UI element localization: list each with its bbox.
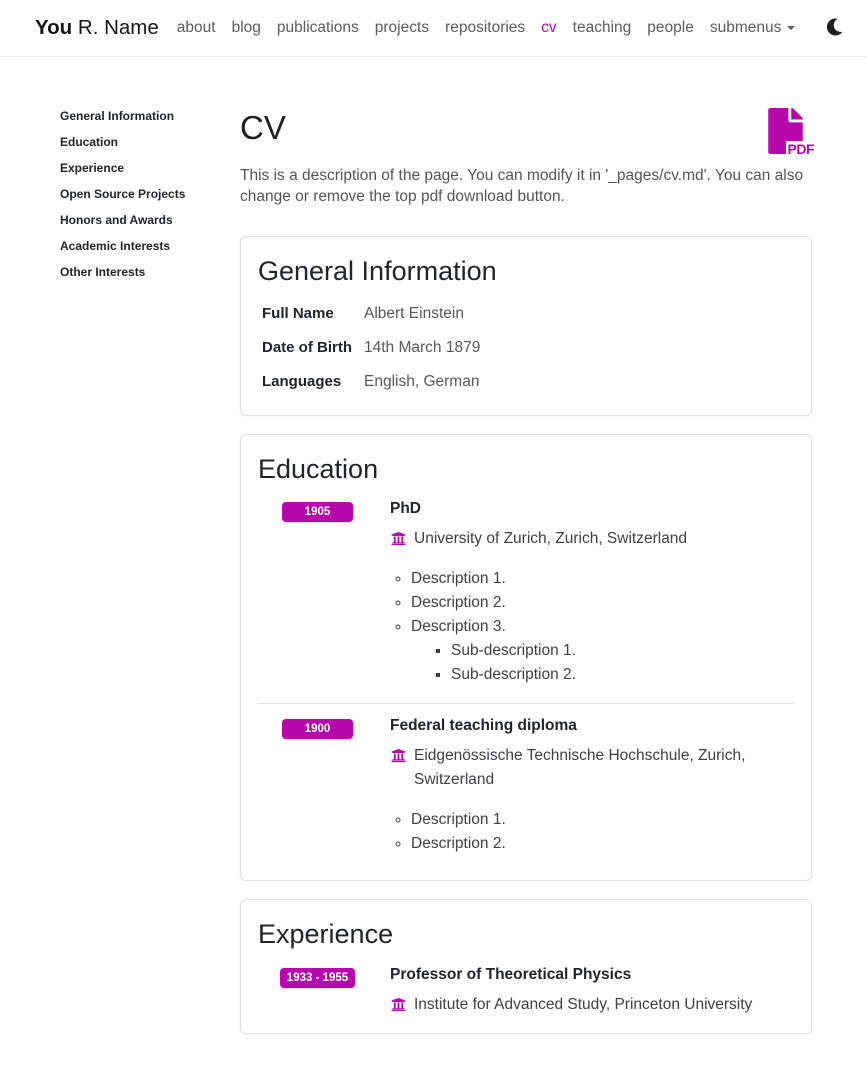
- institution-text: Eidgenössische Technische Hochschule, Zurich, Switzerland: [414, 747, 746, 789]
- row-label: Full Name: [262, 304, 334, 322]
- timeline: [257, 499, 795, 864]
- caret-down-icon: [787, 26, 795, 30]
- section-title: Experience: [258, 919, 394, 950]
- section-card-experience: [240, 899, 812, 1033]
- description-item: ◦ Description 2.: [411, 832, 795, 856]
- nav-item-repositories[interactable]: repositories: [445, 19, 526, 36]
- sub-description-item: ▪ Sub-description 1.: [451, 639, 795, 663]
- nav-item-projects[interactable]: projects: [374, 19, 430, 36]
- timeline: [257, 965, 795, 1017]
- entry-institution: [390, 527, 795, 551]
- sidebar-item-academic-interests[interactable]: Academic Interests: [60, 239, 171, 253]
- row-value: Albert Einstein: [364, 304, 464, 322]
- theme-toggle-button[interactable]: [824, 16, 845, 41]
- nav-item-teaching[interactable]: teaching: [572, 19, 632, 36]
- nav-item-cv[interactable]: cv: [541, 19, 557, 36]
- toc-sidebar: [60, 110, 185, 292]
- table-row: [257, 297, 480, 331]
- site-brand[interactable]: [35, 16, 159, 40]
- row-label: Languages: [262, 372, 342, 390]
- timeline-entry: [257, 965, 795, 1017]
- university-icon: [390, 531, 407, 551]
- year-badge: 1933 - 1955: [280, 968, 355, 988]
- institution-text: University of Zurich, Zurich, Switzerland: [414, 530, 688, 548]
- row-value: English, German: [364, 372, 480, 390]
- section-title: Education: [258, 453, 379, 484]
- sidebar-item-education[interactable]: Education: [60, 135, 119, 149]
- section-title: General Information: [258, 255, 497, 286]
- description-item: ◦ Description 1.: [411, 567, 795, 591]
- timeline-entry: [257, 716, 795, 864]
- year-badge: 1900: [282, 719, 353, 739]
- timeline-entry: [257, 499, 795, 695]
- page-description: This is a description of the page. You can modify it in '_pages/cv.md'. You can also change or remove the top pdf download button.: [240, 166, 804, 205]
- nav-item-about[interactable]: about: [176, 19, 216, 36]
- navbar: [0, 0, 867, 57]
- navbar-links: [177, 19, 796, 37]
- entry-institution: [390, 744, 795, 792]
- table-row: [257, 365, 480, 399]
- description-item: ◦ Description 1.: [411, 808, 795, 832]
- institution-text: Institute for Advanced Study, Princeton University: [414, 995, 753, 1013]
- sidebar-item-experience[interactable]: Experience: [60, 161, 125, 175]
- info-table: [257, 297, 480, 399]
- sidebar-item-open-source-projects[interactable]: Open Source Projects: [60, 187, 186, 201]
- moon-icon: [826, 18, 843, 39]
- page-header: [240, 108, 814, 157]
- sub-description-item: ▪ Sub-description 2.: [451, 663, 795, 687]
- entry-divider: [257, 703, 795, 704]
- pdf-download-button[interactable]: [766, 108, 812, 155]
- year-badge: 1905: [282, 502, 353, 522]
- cv-sections: [240, 236, 812, 1074]
- section-card-general-information: [240, 236, 812, 416]
- description-list: [390, 808, 795, 856]
- nav-item-people[interactable]: people: [647, 19, 694, 36]
- entry-title: Professor of Theoretical Physics: [390, 965, 632, 983]
- pdf-label: PDF: [787, 141, 814, 157]
- row-value: 14th March 1879: [364, 338, 481, 356]
- section-card-education: [240, 434, 812, 881]
- description-list: [390, 567, 795, 687]
- brand-first-name: You: [35, 16, 73, 39]
- table-row: [257, 331, 480, 365]
- sidebar-item-other-interests[interactable]: Other Interests: [60, 265, 146, 279]
- entry-title: Federal teaching diploma: [390, 717, 577, 735]
- university-icon: [390, 997, 407, 1017]
- nav-item-blog[interactable]: blog: [231, 19, 261, 36]
- description-item: ◦ Description 2.: [411, 591, 795, 615]
- sidebar-item-general-information[interactable]: General Information: [60, 109, 175, 123]
- entry-title: PhD: [390, 500, 421, 518]
- main-content: [240, 108, 812, 1074]
- description-item: ◦ Description 3. ▪ Sub-description 1. ▪ Sub-description 2.: [411, 615, 795, 687]
- nav-item-publications[interactable]: publications: [276, 19, 359, 36]
- nav-item-submenus[interactable]: submenus: [710, 19, 796, 37]
- page-title: CV: [240, 109, 286, 146]
- university-icon: [390, 748, 407, 792]
- brand-last-name: R. Name: [77, 16, 159, 39]
- entry-institution: [390, 993, 795, 1017]
- sub-description-list: [411, 639, 795, 687]
- row-label: Date of Birth: [262, 338, 352, 356]
- sidebar-item-honors-and-awards[interactable]: Honors and Awards: [60, 213, 173, 227]
